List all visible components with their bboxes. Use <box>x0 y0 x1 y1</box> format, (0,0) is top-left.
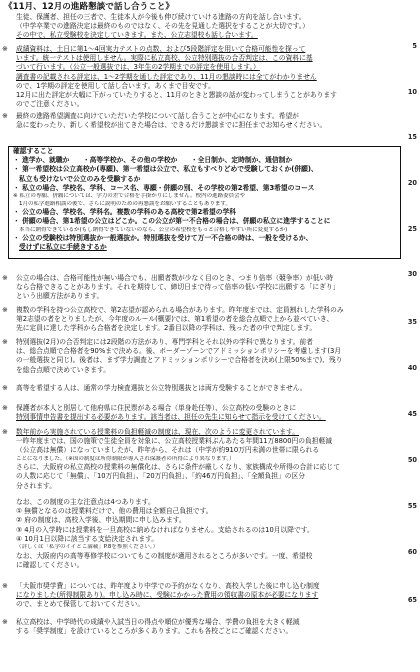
text-line: 1月の私学進路相談の後で、さらに説明のための再懇談をお願いすることもあります。 <box>19 200 231 207</box>
text-line: ので、1学期の評定を使用して話し合います。あくまで目安です。 <box>16 81 215 90</box>
line-number: 15 <box>407 133 417 141</box>
text-line: なお、この制度の主な注意点は4つあります。 <box>16 498 155 506</box>
paragraph <box>0 618 404 636</box>
line-number: 35 <box>407 318 417 326</box>
paragraph <box>0 404 404 422</box>
text-line: 受けずに私立に手続きするか <box>19 243 107 252</box>
text-line: ※ 高等を希望する人は、通常の学力検査選抜と公立特別選抜とは両方受験することができません。 <box>0 384 404 393</box>
text-line: ・ 公立の受験校は特別選抜か一般選抜か。特別選抜を受けて万一不合格の時は、一般を受けるか、 <box>13 234 313 243</box>
text-line: ・ 私立の場合、学校名、学科、コース名、専願・併願の別、その学校の第2希望、第3希望のコース <box>13 183 315 192</box>
text-line: 調査書の記載される評定は、1～2学期を通した評定であり、11月の懇談時には全てがわかりません <box>16 72 317 81</box>
text-line: ① 無償となるのは授業料だけで、他の費用は全額自己負担です。 <box>16 507 213 516</box>
paragraph <box>0 45 404 109</box>
paragraph <box>0 13 404 41</box>
text-line: づいて行います。（公立一般選抜では、3年生の2学期までの評定を使用します。） <box>16 63 260 72</box>
line-number: 65 <box>407 596 417 604</box>
paragraph <box>0 582 404 610</box>
text-line: ことになりました。（※国の制度は所得制限が導入され保護者の所得により異なります。） <box>16 455 235 462</box>
page-title: 《11月、12月の進路懇談で話し合うこと》 <box>4 2 175 12</box>
text-line: ※ 特別選抜(2月)の合否判定には2段階の方法があり、専門学科とそれ以外の学科で異なります。前者 <box>0 338 404 347</box>
text-line: ※ 保護者が本人と別居して他府県に住民票がある場合（単身赴任等）、公立高校の受験のときに <box>0 404 404 413</box>
text-line: 急に変わったり、新しく希望校が出てきた場合は、できるだけ懇談までに担任までお知らせください。 <box>16 121 327 130</box>
line-number: 50 <box>407 456 417 464</box>
paragraph <box>0 384 404 393</box>
text-line: ので、まとめて保管しておいてください。 <box>16 600 145 609</box>
text-line: ・ 併願の場合、第1希望の公立はどこか。この公立が第一不合格の場合は、併願の私立に進学することに <box>13 217 331 226</box>
paragraph <box>0 498 404 570</box>
line-number: 5 <box>412 42 417 50</box>
line-number: 20 <box>407 179 417 187</box>
paragraph <box>0 306 404 334</box>
text-line: なら合格できることがあります。それを期待して、締切日まで待って倍率の低い学校に出願する「にぎり」 <box>16 283 340 292</box>
text-line: の人数に応じて「無償」、「10万円負担」、「20万円負担」、「約46万円負担」、「全額負担」の区分 <box>16 472 306 481</box>
text-line: （公立高は無償）になっていましたが、昨年から、それは（中学が約910万円未満の世帯に限られる <box>16 446 320 455</box>
text-line: のでご注意ください。 <box>16 100 84 109</box>
text-line: する「奨学制度」を設けているところが多くあります。これも各校ごとにご確認ください。 <box>16 627 293 636</box>
text-line: います。統一テストは使用しません。実際に私立高校、公立特別選抜の合否判定は、この資料に基 <box>16 54 313 63</box>
text-line: の一般選抜と同じ)。後者は、まず学力調査とアドミッションポリシーで合格者を決め(上限50%まで)、残り <box>16 356 343 365</box>
text-line: を総合点順で決めていきます。 <box>16 365 110 374</box>
text-line: 12月に出た評定が大幅に下がっていたりすると、11月のときと懇談の話が変わってしまうことがあります <box>16 90 337 99</box>
text-line: ④ 10月1日以降に該当する支給決定されます。 <box>16 534 159 543</box>
text-line: ※ 私立の専願、併願については、学力の差で合格を手掛かりにしません。校内の進路委員会や <box>13 192 246 199</box>
paragraph <box>0 112 404 130</box>
text-line: 分されます。 <box>16 481 56 490</box>
text-line: ・ 進学か、就職か ・高等学校か、その他の学校か ・全日制か、定時制か、通信制か <box>13 156 293 165</box>
paragraph <box>0 338 404 375</box>
line-number: 40 <box>407 364 417 372</box>
text-line: ※ 成績資料は、土日に第1～4回実力テストの点数、および5段階評定を用いて合格可能性を探って <box>0 45 404 54</box>
text-line: ※ 「大阪市奨学費」については、昨年度より中学での予約がなくなり、高校入学した後に申し込む制度 <box>0 582 404 591</box>
line-number: 25 <box>407 225 417 233</box>
text-line: ② 府の制度は、高校入学後、申込期間に申し込みます。 <box>16 516 186 525</box>
text-line: 本当に納得できているか(もし納得できていないのなら、公立の希望校をもっと合格しやすい所に変更するか) <box>19 226 288 233</box>
text-line: 私立も受けないで公立のみを受験するか <box>19 174 141 183</box>
line-number: 60 <box>407 548 417 556</box>
text-line: その中で、私立受験校を決定していきます。また、公立志望校も話し合います。 <box>16 31 258 40</box>
text-line: ※ 公立の場合は、合格可能性が無い場合でも、出願者数が少なく目のとき、つまり倍率（競争率）が低い時 <box>0 274 404 283</box>
text-line: に確認してください。 <box>16 560 84 569</box>
text-line: （中学卒業での進路決定は最終のものではなく、その先を見通した選択をすることが大切です。） <box>16 22 309 31</box>
text-line: 生徒、保護者、担任の三者で、生徒本人が今後も伸び続けていける進路の方向を話し合います。 <box>16 13 306 21</box>
text-line: は、総合点順で合格者を90%まで決める。後、ボーダーゾーンでアドミッションポリシーを考慮します(3月 <box>16 347 342 356</box>
line-number: 45 <box>407 410 417 418</box>
text-line: （詳しくは「私学のイイとこ満載」P.8を参照ください。） <box>16 543 159 550</box>
text-line: 特別事情申告書を提出する必要があります。該当者は、担任の先生に知らせて指示を受けてください。 <box>16 413 326 422</box>
text-line: 第2志望の者をとりましたが、今年度のルール(概要)では、第1希望の者を総合点順で上から並べていき、 <box>16 315 334 324</box>
text-line: ※ 数年前から実施されている授業料の負担軽減の制度は、現在、次のように変更されています。 <box>0 428 404 437</box>
text-line: ③ 4月の入学時には授業料を一旦高校に納めなければなりません。支給されるのは10月以降です。 <box>16 525 314 534</box>
line-number: 10 <box>407 88 417 96</box>
text-line: さらに、大阪府の私立高校の授業料の無償化は、さらに条件が厳しくなり、家族構成や所得の合計に応じて <box>16 463 341 472</box>
text-line: になりました(所得制限あり)。申し込み時に、受験にかかった費用の領収書の原本が必要になります <box>16 591 319 600</box>
text-line: なお、大阪府内の高等専修学校についてもこの制度が適用されるところが多いです。一度、希望校 <box>16 551 313 560</box>
paragraph <box>0 274 404 302</box>
text-line: 先に定員に達した学科から合格者を決定します。2番目以降の学科は、残った者の中で判定します。 <box>16 324 317 333</box>
text-line: ・ 第一希望校は公立高校か(専願)、第一希望は公立で、私立もすべりどめで受験しておくか(併願)、 <box>13 165 318 174</box>
text-line: ※ 複数の学科を持つ公立高校で、第2志望が認められる場合があります。昨年度までは、定員割れした学科のみ <box>0 306 404 315</box>
checklist-box <box>8 146 401 259</box>
text-line: という出願方法があります。 <box>16 292 104 301</box>
text-line: 確認すること <box>13 147 54 155</box>
line-number: 55 <box>407 502 417 510</box>
text-line: ※ 最終の進路希望調査に向けていただいた学校について話し合うことが中心になります。希望が <box>0 112 404 121</box>
text-line: ・ 公立の場合、学校名、学科名。複数の学科のある高校で第2希望の学科 <box>13 208 237 217</box>
paragraph <box>0 428 404 491</box>
text-line: ※ 私立高校は、中学時代の成績や入試当日の得点や順位が優秀な場合、学費の負担を大きく軽減 <box>0 618 404 627</box>
line-number: 30 <box>407 270 417 278</box>
text-line: 一昨年度までは、国の施策で生徒全員を対象に、公立高校授業料ぶんあたる年間11万8800円の負担軽減 <box>16 437 333 446</box>
